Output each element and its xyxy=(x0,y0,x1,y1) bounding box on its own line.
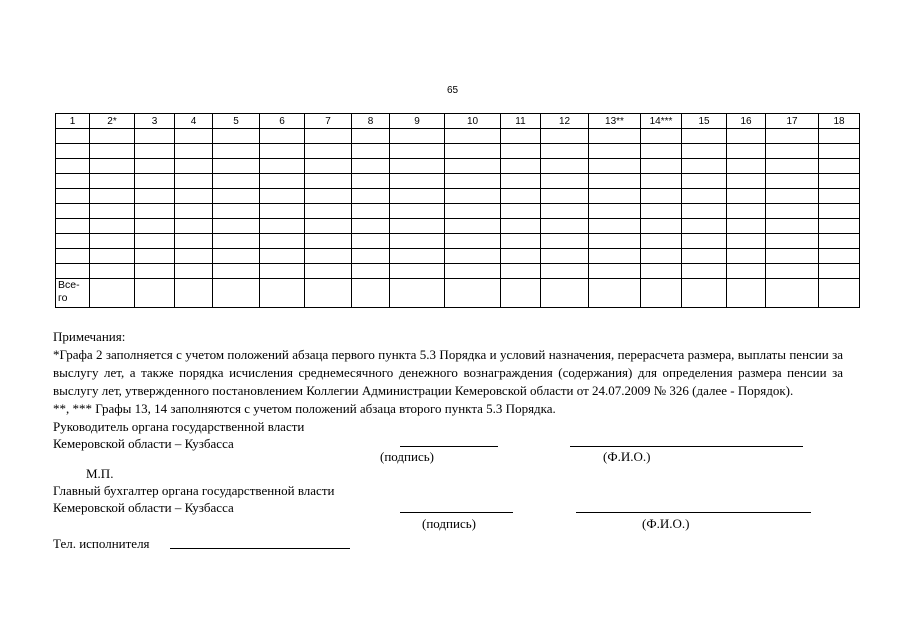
table-cell[interactable] xyxy=(445,219,501,234)
note-graph-2: *Графа 2 заполняется с учетом положений абзаца первого пункта 5.3 Порядка и условий назначения, перерасчета размера, выплаты пенсии за выслугу лет, а также порядка исчисления среднемесячного денежного вознаграждения (содержания) для определения размера пенсии за выслугу лет, утвержденного постановлением Коллегии Администрации Кемеровской области от 24.07.2009 № 326 (далее - Порядок). xyxy=(53,347,843,398)
table-cell[interactable] xyxy=(213,234,260,249)
table-cell[interactable] xyxy=(766,204,819,219)
table-cell[interactable] xyxy=(541,174,589,189)
table-cell[interactable] xyxy=(90,189,135,204)
accountant-signature-caption: (подпись) xyxy=(422,516,476,531)
table-cell[interactable] xyxy=(589,234,641,249)
table-cell[interactable] xyxy=(135,204,175,219)
table-row xyxy=(56,219,860,234)
table-cell[interactable] xyxy=(641,159,682,174)
total-cell[interactable] xyxy=(90,279,135,308)
table-cell[interactable] xyxy=(766,249,819,264)
table-cell[interactable] xyxy=(56,174,90,189)
total-label-line2: го xyxy=(58,292,68,304)
table-cell[interactable] xyxy=(501,174,541,189)
table-cell[interactable] xyxy=(501,249,541,264)
column-header: 3 xyxy=(135,114,175,129)
table-cell[interactable] xyxy=(445,159,501,174)
table-cell[interactable] xyxy=(641,219,682,234)
table-cell[interactable] xyxy=(175,189,213,204)
table-cell[interactable] xyxy=(766,189,819,204)
table-cell[interactable] xyxy=(213,249,260,264)
table-cell[interactable] xyxy=(819,144,860,159)
table-cell[interactable] xyxy=(352,159,390,174)
table-cell[interactable] xyxy=(541,159,589,174)
accountant-signature-line xyxy=(400,512,513,513)
table-cell[interactable] xyxy=(682,234,727,249)
table-cell[interactable] xyxy=(260,189,305,204)
table-cell[interactable] xyxy=(541,144,589,159)
table-cell[interactable] xyxy=(90,249,135,264)
table-cell[interactable] xyxy=(352,264,390,279)
table-cell[interactable] xyxy=(135,189,175,204)
table-cell[interactable] xyxy=(90,144,135,159)
table-cell[interactable] xyxy=(213,219,260,234)
column-header: 18 xyxy=(819,114,860,129)
table-row xyxy=(56,264,860,279)
table-cell[interactable] xyxy=(56,129,90,144)
total-label-line1: Все- xyxy=(58,279,80,291)
table-cell[interactable] xyxy=(501,219,541,234)
table-cell[interactable] xyxy=(390,249,445,264)
table-cell[interactable] xyxy=(589,264,641,279)
table-cell[interactable] xyxy=(541,234,589,249)
column-header: 15 xyxy=(682,114,727,129)
table-row xyxy=(56,204,860,219)
table-row xyxy=(56,129,860,144)
table-cell[interactable] xyxy=(682,159,727,174)
table-cell[interactable] xyxy=(260,144,305,159)
table-cell[interactable] xyxy=(90,264,135,279)
total-cell[interactable] xyxy=(445,279,501,308)
table-cell[interactable] xyxy=(682,249,727,264)
table-cell[interactable] xyxy=(682,204,727,219)
table-cell[interactable] xyxy=(766,144,819,159)
total-row xyxy=(56,279,860,308)
table-cell[interactable] xyxy=(445,204,501,219)
table-cell[interactable] xyxy=(305,204,352,219)
table-cell[interactable] xyxy=(56,234,90,249)
table-cell[interactable] xyxy=(541,129,589,144)
table-cell[interactable] xyxy=(90,219,135,234)
table-cell[interactable] xyxy=(766,129,819,144)
table-cell[interactable] xyxy=(260,129,305,144)
table-cell[interactable] xyxy=(727,249,766,264)
table-cell[interactable] xyxy=(445,174,501,189)
table-cell[interactable] xyxy=(501,159,541,174)
table-cell[interactable] xyxy=(501,129,541,144)
column-header: 5 xyxy=(213,114,260,129)
column-header: 10 xyxy=(445,114,501,129)
column-header: 6 xyxy=(260,114,305,129)
table-cell[interactable] xyxy=(445,144,501,159)
table-cell[interactable] xyxy=(90,234,135,249)
table-cell[interactable] xyxy=(260,234,305,249)
table-cell[interactable] xyxy=(727,219,766,234)
table-cell[interactable] xyxy=(727,234,766,249)
note-graphs-13-14: **, *** Графы 13, 14 заполняются с учетом положений абзаца второго пункта 5.3 Порядка. xyxy=(53,401,556,416)
total-cell[interactable] xyxy=(390,279,445,308)
table-cell[interactable] xyxy=(727,144,766,159)
total-cell[interactable] xyxy=(352,279,390,308)
table-cell[interactable] xyxy=(135,219,175,234)
table-cell[interactable] xyxy=(56,264,90,279)
table-cell[interactable] xyxy=(56,219,90,234)
table-cell[interactable] xyxy=(445,129,501,144)
column-header: 16 xyxy=(727,114,766,129)
table-cell[interactable] xyxy=(641,204,682,219)
table-cell[interactable] xyxy=(175,264,213,279)
table-cell[interactable] xyxy=(819,129,860,144)
table-cell[interactable] xyxy=(213,189,260,204)
table-cell[interactable] xyxy=(390,129,445,144)
table-row xyxy=(56,189,860,204)
table-cell[interactable] xyxy=(90,204,135,219)
total-label xyxy=(56,279,90,308)
table-cell[interactable] xyxy=(589,144,641,159)
phone-label: Тел. исполнителя xyxy=(53,536,150,551)
table-cell[interactable] xyxy=(819,204,860,219)
column-header: 4 xyxy=(175,114,213,129)
head-signature-caption: (подпись) xyxy=(380,449,434,464)
table-cell[interactable] xyxy=(766,264,819,279)
total-cell[interactable] xyxy=(541,279,589,308)
table-cell[interactable] xyxy=(589,249,641,264)
accountant-title-line2: Кемеровской области – Кузбасса xyxy=(53,500,234,515)
table-cell[interactable] xyxy=(213,174,260,189)
table-cell[interactable] xyxy=(56,144,90,159)
total-cell[interactable] xyxy=(260,279,305,308)
table-cell[interactable] xyxy=(213,264,260,279)
table-cell[interactable] xyxy=(135,174,175,189)
table-cell[interactable] xyxy=(305,129,352,144)
table-cell[interactable] xyxy=(352,234,390,249)
table-cell[interactable] xyxy=(175,219,213,234)
head-signature-line xyxy=(400,446,498,447)
table-cell[interactable] xyxy=(682,144,727,159)
table-cell[interactable] xyxy=(352,219,390,234)
table-cell[interactable] xyxy=(501,264,541,279)
column-header: 8 xyxy=(352,114,390,129)
total-cell[interactable] xyxy=(135,279,175,308)
table-cell[interactable] xyxy=(641,234,682,249)
total-cell[interactable] xyxy=(766,279,819,308)
table-cell[interactable] xyxy=(175,204,213,219)
table-cell[interactable] xyxy=(56,249,90,264)
stamp-label: М.П. xyxy=(86,466,114,481)
table-cell[interactable] xyxy=(501,234,541,249)
table-cell[interactable] xyxy=(501,144,541,159)
table-cell[interactable] xyxy=(390,264,445,279)
table-cell[interactable] xyxy=(90,159,135,174)
table-cell[interactable] xyxy=(589,174,641,189)
table-cell[interactable] xyxy=(641,174,682,189)
table-cell[interactable] xyxy=(766,234,819,249)
column-header: 13** xyxy=(589,114,641,129)
table-cell[interactable] xyxy=(445,189,501,204)
table-cell[interactable] xyxy=(390,219,445,234)
table-cell[interactable] xyxy=(589,159,641,174)
table-cell[interactable] xyxy=(641,189,682,204)
table-cell[interactable] xyxy=(135,234,175,249)
accountant-fio-line xyxy=(576,512,811,513)
table-cell[interactable] xyxy=(682,189,727,204)
notes-block xyxy=(53,328,843,418)
table-cell[interactable] xyxy=(641,129,682,144)
total-cell[interactable] xyxy=(305,279,352,308)
table-row xyxy=(56,174,860,189)
total-cell[interactable] xyxy=(682,279,727,308)
phone-field-line xyxy=(170,548,350,549)
table-cell[interactable] xyxy=(305,144,352,159)
table-cell[interactable] xyxy=(445,234,501,249)
table-cell[interactable] xyxy=(819,159,860,174)
table-cell[interactable] xyxy=(260,219,305,234)
table-row xyxy=(56,234,860,249)
table-row xyxy=(56,144,860,159)
column-header: 11 xyxy=(501,114,541,129)
table-cell[interactable] xyxy=(682,129,727,144)
table-cell[interactable] xyxy=(175,144,213,159)
table-cell[interactable] xyxy=(305,249,352,264)
total-cell[interactable] xyxy=(727,279,766,308)
total-cell[interactable] xyxy=(589,279,641,308)
column-header: 17 xyxy=(766,114,819,129)
table-cell[interactable] xyxy=(819,234,860,249)
table-cell[interactable] xyxy=(135,264,175,279)
table-cell[interactable] xyxy=(589,204,641,219)
table-cell[interactable] xyxy=(260,249,305,264)
table-cell[interactable] xyxy=(352,249,390,264)
table-cell[interactable] xyxy=(727,159,766,174)
table-cell[interactable] xyxy=(213,144,260,159)
total-cell[interactable] xyxy=(501,279,541,308)
table-cell[interactable] xyxy=(727,174,766,189)
table-cell[interactable] xyxy=(175,234,213,249)
table-cell[interactable] xyxy=(213,159,260,174)
table-cell[interactable] xyxy=(589,129,641,144)
table-cell[interactable] xyxy=(135,159,175,174)
head-title-line2: Кемеровской области – Кузбасса xyxy=(53,436,234,451)
column-header: 7 xyxy=(305,114,352,129)
table-cell[interactable] xyxy=(727,264,766,279)
table-cell[interactable] xyxy=(390,204,445,219)
table-cell[interactable] xyxy=(445,249,501,264)
table-cell[interactable] xyxy=(56,159,90,174)
table-cell[interactable] xyxy=(501,189,541,204)
table-cell[interactable] xyxy=(175,159,213,174)
table-cell[interactable] xyxy=(352,129,390,144)
table-cell[interactable] xyxy=(589,189,641,204)
table-cell[interactable] xyxy=(727,189,766,204)
table-cell[interactable] xyxy=(90,129,135,144)
head-title-line1: Руководитель органа государственной власти xyxy=(53,419,305,434)
table-cell[interactable] xyxy=(175,249,213,264)
table-cell[interactable] xyxy=(135,129,175,144)
page-number: 65 xyxy=(446,85,459,96)
accountant-fio-caption: (Ф.И.О.) xyxy=(642,516,690,531)
table-cell[interactable] xyxy=(90,174,135,189)
column-header: 2* xyxy=(90,114,135,129)
table-cell[interactable] xyxy=(305,174,352,189)
table-cell[interactable] xyxy=(305,189,352,204)
table-cell[interactable] xyxy=(175,129,213,144)
table-cell[interactable] xyxy=(390,159,445,174)
table-cell[interactable] xyxy=(352,204,390,219)
table-cell[interactable] xyxy=(766,159,819,174)
table-cell[interactable] xyxy=(727,129,766,144)
table-header-row xyxy=(56,114,860,129)
column-header: 9 xyxy=(390,114,445,129)
table-cell[interactable] xyxy=(305,219,352,234)
table-cell[interactable] xyxy=(260,204,305,219)
table-cell[interactable] xyxy=(819,174,860,189)
table-cell[interactable] xyxy=(390,189,445,204)
table-cell[interactable] xyxy=(305,234,352,249)
total-cell[interactable] xyxy=(175,279,213,308)
table-cell[interactable] xyxy=(641,249,682,264)
table-cell[interactable] xyxy=(541,264,589,279)
table-cell[interactable] xyxy=(135,249,175,264)
table-cell[interactable] xyxy=(445,264,501,279)
notes-title: Примечания: xyxy=(53,329,126,344)
table-cell[interactable] xyxy=(682,174,727,189)
table-cell[interactable] xyxy=(819,249,860,264)
table-cell[interactable] xyxy=(390,234,445,249)
pension-table xyxy=(55,113,860,308)
table-cell[interactable] xyxy=(390,174,445,189)
head-fio-caption: (Ф.И.О.) xyxy=(603,449,651,464)
table-cell[interactable] xyxy=(541,249,589,264)
table-row xyxy=(56,249,860,264)
table-cell[interactable] xyxy=(541,189,589,204)
table-cell[interactable] xyxy=(766,219,819,234)
table-cell[interactable] xyxy=(819,264,860,279)
column-header: 1 xyxy=(56,114,90,129)
table-cell[interactable] xyxy=(641,264,682,279)
table-cell[interactable] xyxy=(352,189,390,204)
total-cell[interactable] xyxy=(641,279,682,308)
table-row xyxy=(56,159,860,174)
column-header: 14*** xyxy=(641,114,682,129)
table-cell[interactable] xyxy=(213,129,260,144)
table-cell[interactable] xyxy=(352,174,390,189)
table-cell[interactable] xyxy=(541,204,589,219)
table-cell[interactable] xyxy=(56,189,90,204)
table-cell[interactable] xyxy=(305,159,352,174)
table-cell[interactable] xyxy=(641,144,682,159)
table-cell[interactable] xyxy=(352,144,390,159)
table-cell[interactable] xyxy=(213,204,260,219)
total-cell[interactable] xyxy=(213,279,260,308)
accountant-title-line1: Главный бухгалтер органа государственной власти xyxy=(53,483,335,498)
table-cell[interactable] xyxy=(819,189,860,204)
table-cell[interactable] xyxy=(260,174,305,189)
table-cell[interactable] xyxy=(175,174,213,189)
table-cell[interactable] xyxy=(135,144,175,159)
table-cell[interactable] xyxy=(305,264,352,279)
table-cell[interactable] xyxy=(682,219,727,234)
table-cell[interactable] xyxy=(682,264,727,279)
table-cell[interactable] xyxy=(766,174,819,189)
head-fio-line xyxy=(570,446,803,447)
total-cell[interactable] xyxy=(819,279,860,308)
table-cell[interactable] xyxy=(260,264,305,279)
table-cell[interactable] xyxy=(541,219,589,234)
table-cell[interactable] xyxy=(56,204,90,219)
table-cell[interactable] xyxy=(390,144,445,159)
column-header: 12 xyxy=(541,114,589,129)
table-cell[interactable] xyxy=(260,159,305,174)
table-cell[interactable] xyxy=(819,219,860,234)
table-cell[interactable] xyxy=(589,219,641,234)
table-cell[interactable] xyxy=(501,204,541,219)
table-cell[interactable] xyxy=(727,204,766,219)
